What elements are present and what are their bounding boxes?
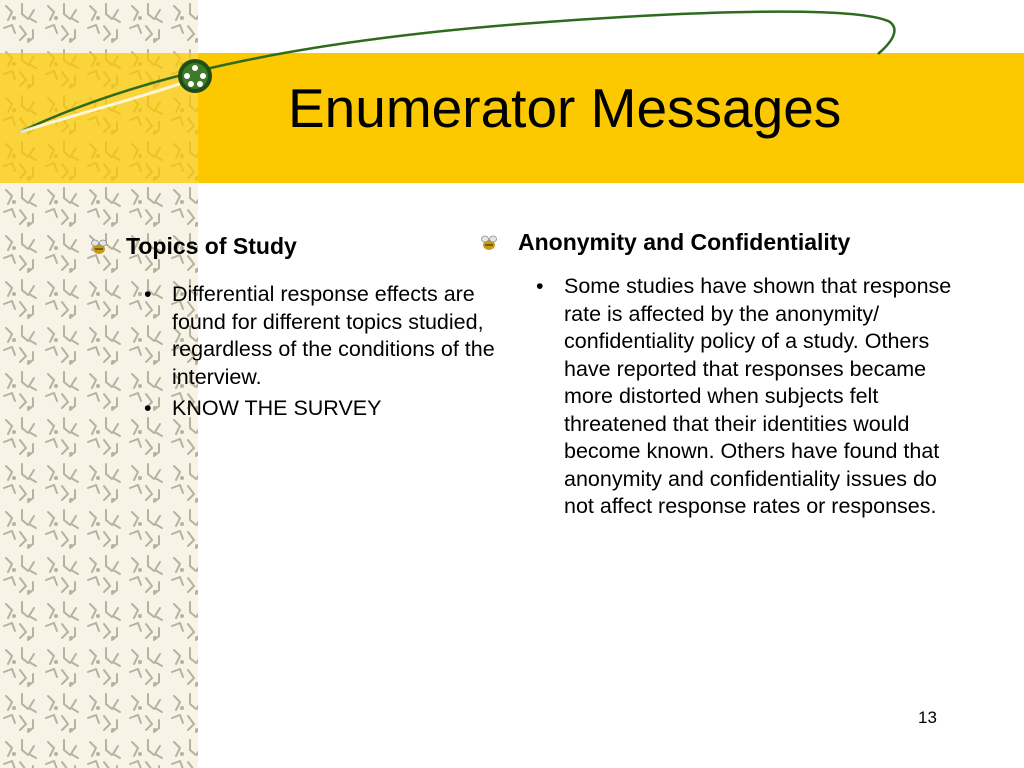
left-column-heading: Topics of Study bbox=[126, 233, 297, 259]
right-column-heading: Anonymity and Confidentiality bbox=[518, 229, 851, 255]
bullet-text: Some studies have shown that response rate is affected by the anonymity/ confidentiality policy of a study. Others have reported that responses became more distorted when subjects felt threatened that their identities would become known. Others have found that anonymity and confidentiality issues do not affect response rates or responses. bbox=[564, 274, 952, 518]
bee-bullet-icon bbox=[478, 232, 500, 254]
bee-bullet-icon bbox=[88, 236, 110, 258]
slide-number: 13 bbox=[918, 708, 937, 727]
list-item bbox=[144, 395, 496, 423]
list-item bbox=[144, 281, 496, 391]
list-item bbox=[536, 273, 966, 521]
right-bullet-list bbox=[536, 273, 966, 525]
bullet-dot: • bbox=[536, 274, 544, 298]
node-emblem-icon bbox=[178, 59, 212, 93]
bullet-text: KNOW THE SURVEY bbox=[172, 396, 382, 420]
left-bullet-list bbox=[144, 281, 496, 427]
slide-title: Enumerator Messages bbox=[288, 77, 842, 139]
bullet-dot: • bbox=[144, 396, 152, 420]
bullet-dot: • bbox=[144, 282, 152, 306]
bullet-text: Differential response effects are found for different topics studied, regardless of the conditions of the interview. bbox=[172, 282, 495, 389]
